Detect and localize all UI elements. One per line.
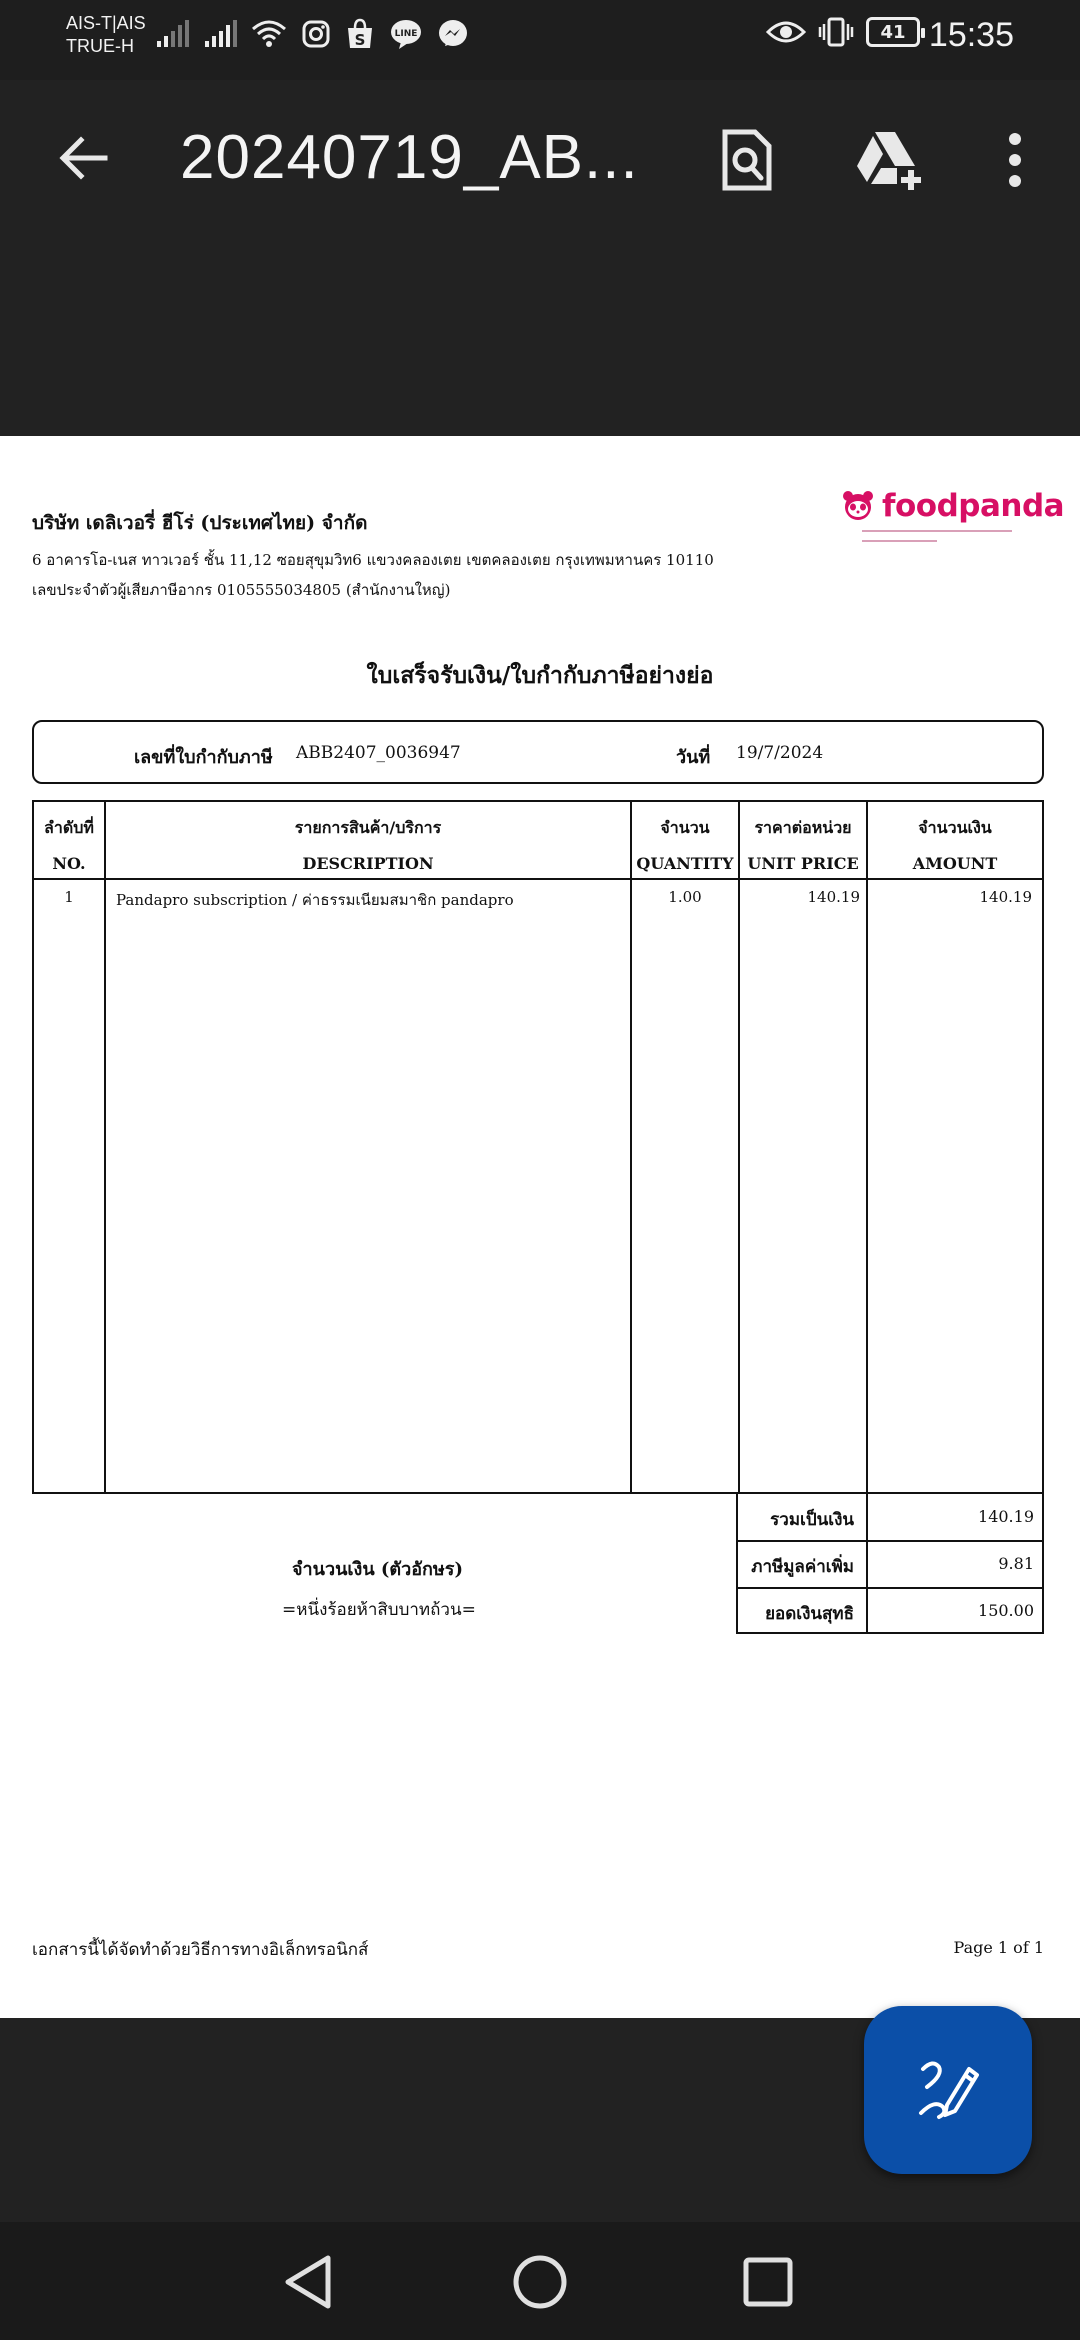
system-navigation-bar: [0, 2222, 1080, 2340]
more-vert-icon: [1008, 132, 1022, 188]
net-total-label: ยอดเงินสุทธิ: [765, 1604, 854, 1624]
arrow-left-icon: [55, 130, 111, 186]
foodpanda-logo: [842, 488, 1064, 524]
eye-icon: [766, 17, 806, 47]
search-in-document-icon: [721, 128, 773, 192]
signal-2-icon: [203, 19, 237, 49]
svg-text:LINE: LINE: [394, 29, 418, 39]
add-to-drive-icon: [853, 128, 923, 192]
square-recents-icon: [740, 2254, 796, 2310]
column-header-amount: จำนวนเงิน AMOUNT: [912, 818, 998, 873]
more-options-button[interactable]: [990, 122, 1040, 198]
search-in-document-button[interactable]: [712, 120, 782, 200]
document-title: 20240719_AB...: [180, 123, 639, 192]
item-quantity: 1.00: [668, 888, 702, 906]
items-table: [32, 800, 1044, 1494]
item-description: Pandapro subscription / ค่าธรรมเนียมสมาชิก pandapro: [116, 891, 514, 909]
column-header-description: รายการสินค้า/บริการ DESCRIPTION: [294, 818, 442, 873]
page-number: Page 1 of 1: [953, 1938, 1044, 1957]
amount-in-words-label: จำนวนเงิน (ตัวอักษร): [292, 1559, 463, 1580]
battery-icon: 41: [866, 17, 920, 47]
invoice-meta-box: [32, 720, 1044, 784]
vat-label: ภาษีมูลค่าเพิ่ม: [751, 1557, 854, 1577]
vat-row: [738, 1541, 1042, 1587]
item-no: 1: [64, 888, 74, 906]
clock: 15:35: [928, 16, 1014, 54]
subtotal-label: รวมเป็นเงิน: [770, 1510, 854, 1530]
vat-value: 9.81: [998, 1554, 1034, 1573]
totals-table: [736, 1494, 1044, 1634]
subtotal-value: 140.19: [978, 1507, 1034, 1526]
item-unit-price: 140.19: [807, 888, 860, 906]
logo-text: foodpanda: [882, 488, 1065, 524]
line-icon: [389, 18, 423, 50]
company-address: 6 อาคารโอ-เนส ทาวเวอร์ ชั้น 11,12 ซอยสุขุมวิท6 แขวงคลองเตย เขตคลองเตย กรุงเทพมหานคร 10110: [32, 551, 714, 569]
nav-back-button[interactable]: [268, 2242, 348, 2322]
add-to-drive-button[interactable]: [850, 122, 926, 198]
vibrate-icon: [818, 16, 854, 48]
svg-text:S: S: [354, 31, 366, 49]
item-amount: 140.19: [979, 888, 1032, 906]
back-button[interactable]: [48, 123, 118, 193]
shopee-icon: [345, 18, 375, 50]
nav-recents-button[interactable]: [728, 2242, 808, 2322]
subtotal-row: [738, 1494, 1042, 1540]
document-heading: ใบเสร็จรับเงิน/ใบกำกับภาษีอย่างย่อ: [366, 662, 714, 689]
column-separator: [104, 802, 106, 1492]
wifi-icon: [251, 19, 287, 49]
carrier-label: AIS-T|AIS TRUE-H: [66, 13, 146, 56]
invoice-number-label: เลขที่ใบกำกับภาษี: [134, 747, 273, 768]
invoice-date: 19/7/2024: [736, 743, 824, 763]
nav-home-button[interactable]: [500, 2242, 580, 2322]
document-page: [0, 436, 1080, 2018]
company-name: บริษัท เดลิเวอรี่ ฮีโร่ (ประเทศไทย) จำกัด: [32, 512, 368, 534]
pen-sign-icon: [913, 2055, 983, 2125]
sign-document-button[interactable]: [864, 2006, 1032, 2174]
date-label: วันที่: [676, 747, 711, 768]
messenger-icon: [437, 18, 469, 50]
instagram-icon: [301, 19, 331, 49]
invoice-number: ABB2407_0036947: [296, 743, 461, 763]
amount-in-words: =หนึ่งร้อยห้าสิบบาทถ้วน=: [282, 1600, 476, 1620]
app-bar: [0, 80, 1080, 436]
circle-home-icon: [510, 2252, 570, 2312]
status-icons-left: [155, 18, 469, 50]
status-bar: [0, 0, 1080, 80]
column-header-no: ลำดับที่ NO.: [44, 818, 94, 873]
digital-signature-stamp: [862, 528, 1022, 552]
net-total-value: 150.00: [978, 1601, 1034, 1620]
tax-id: เลขประจำตัวผู้เสียภาษีอากร 0105555034805 (สำนักงานใหญ่): [32, 581, 451, 599]
status-icons-right: [766, 16, 920, 48]
net-total-row: [738, 1588, 1042, 1634]
panda-icon: [842, 490, 874, 522]
electronic-document-note: เอกสารนี้ได้จัดทำด้วยวิธีการทางอิเล็กทรอนิกส์: [32, 1940, 369, 1960]
signal-1-icon: [155, 19, 189, 49]
triangle-back-icon: [280, 2252, 336, 2312]
column-header-unit-price: ราคาต่อหน่วย UNIT PRICE: [747, 818, 859, 873]
column-header-quantity: จำนวน QUANTITY: [636, 818, 734, 873]
